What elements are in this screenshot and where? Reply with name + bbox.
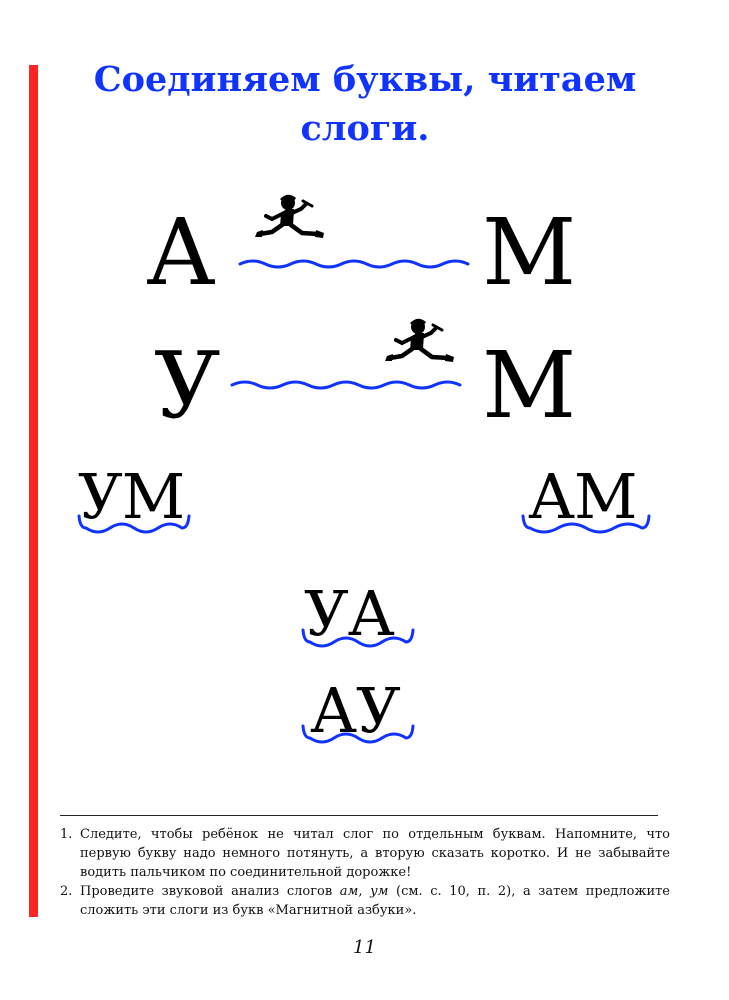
note-text: (см. с. 10, п. 2), а затем предложите сложить эти слоги из букв «Магнитной азбуки». [80, 884, 671, 918]
wavy-path-icon [300, 626, 418, 652]
wavy-path-icon [238, 256, 472, 272]
letter-a: А [146, 199, 216, 306]
note-number: 2. [60, 884, 73, 899]
wavy-path-icon [76, 512, 194, 538]
page-title: Соединяем буквы, читаем слоги. [93, 59, 637, 149]
note-separator: , [358, 884, 363, 899]
margin-bar [29, 65, 38, 917]
syllable-um: УМ [78, 460, 185, 533]
running-boy-icon [246, 192, 331, 244]
note-text: Проведите звуковой анализ слогов [80, 884, 333, 899]
note-item [60, 825, 670, 882]
letter-m: М [482, 199, 577, 306]
note-item [60, 882, 670, 920]
running-boy-icon [376, 316, 461, 368]
page-number: 11 [353, 937, 376, 958]
syllable-au: АУ [310, 674, 400, 747]
note-syllable: ум [370, 884, 389, 899]
wavy-path-icon [520, 512, 654, 538]
note-syllable: ам [339, 884, 359, 899]
syllable-ua: УА [304, 577, 394, 650]
letter-u: У [154, 332, 221, 439]
wavy-path-icon [230, 377, 464, 393]
wavy-path-icon [300, 722, 418, 748]
note-text: Следите, чтобы ребёнок не читал слог по отдельным буквам. Напомните, что первую букву надо немного потянуть, а вторую сказать коротко. И не забывайте водить пальчиком по соединительной дорожке! [80, 827, 670, 880]
teacher-notes [60, 825, 670, 920]
footnote-divider [60, 815, 658, 816]
syllable-am: АМ [528, 460, 637, 533]
note-number: 1. [60, 827, 73, 842]
letter-m: М [482, 332, 577, 439]
